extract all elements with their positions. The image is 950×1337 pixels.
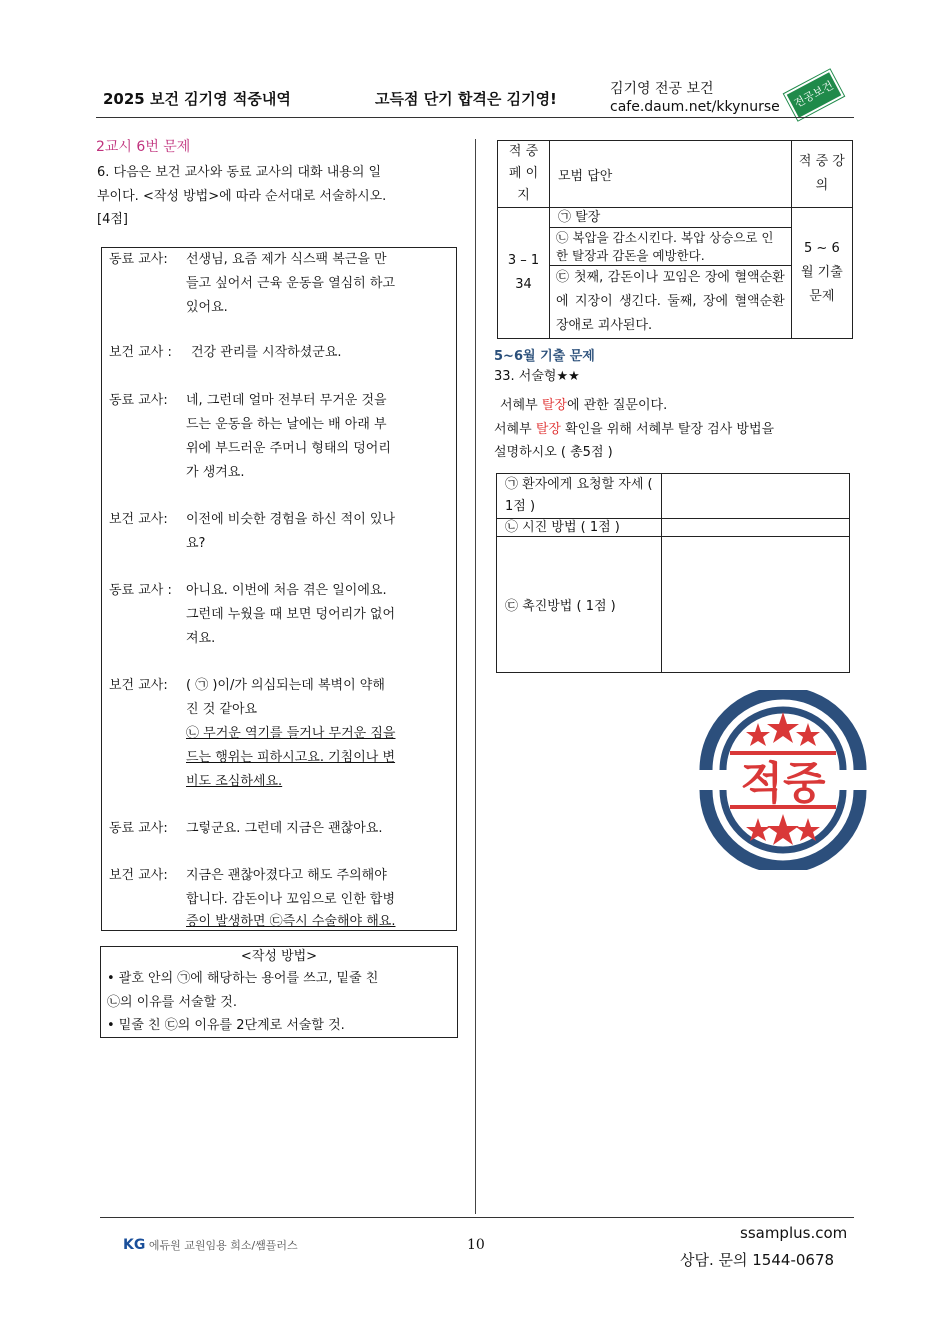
dialogue-text: 아니요. 이번에 처음 겪은 일이에요. — [186, 583, 387, 598]
method-line: ㉡의 이유를 서술할 것. — [107, 995, 237, 1010]
answer-b: ㉡ 복압을 감소시킨다. 복압 상승으로 인한 탈장과 감돈을 예방한다. — [550, 228, 792, 266]
item-b-answer — [661, 519, 849, 537]
header-slogan: 고득점 단기 합격은 김기영! — [375, 90, 557, 108]
section-title-right: 5~6월 기출 문제 — [494, 349, 595, 364]
hit-lecture-value: 5 ~ 6 월 기출 문제 — [791, 208, 852, 339]
text: 확인을 위해 서혜부 탈장 검사 방법을 — [560, 422, 775, 437]
dialogue-box — [101, 247, 457, 931]
kg-logo-mark: KG — [123, 1237, 146, 1253]
hit-page-value: 3 – 1 34 — [498, 208, 550, 339]
dialogue-text: 이전에 비슷한 경험을 하신 적이 있나 — [186, 512, 396, 527]
underlined-text-c: 증이 발생하면 ㉢즉시 수술해야 해요. — [186, 914, 396, 929]
method-line: • 괄호 안의 ㉠에 해당하는 용어를 쓰고, 밑줄 친 — [107, 971, 379, 986]
dialogue-text: 합니다. 감돈이나 꼬임으로 인한 합병 — [186, 892, 396, 907]
header-divider — [96, 117, 854, 118]
page-number: 10 — [467, 1237, 485, 1253]
dialogue-text: 네, 그런데 얼마 전부터 무거운 것을 — [186, 393, 387, 408]
dialogue-turn-4 — [109, 508, 451, 556]
section-title-left: 2교시 6번 문제 — [96, 139, 191, 155]
answer-a: ㉠ 탈장 — [550, 208, 792, 228]
footer-site-link[interactable]: ssamplus.com — [740, 1224, 848, 1242]
item-c-label: ㉢ 촉진방법 ( 1점 ) — [497, 537, 662, 673]
footer-divider — [100, 1217, 854, 1218]
speaker-label: 보건 교사 : — [109, 345, 172, 360]
question-line: 부이다. <작성 방법>에 따라 순서대로 서술하시오. — [97, 189, 387, 204]
stamp-text: 적중 — [740, 758, 826, 809]
question-line: 6. 다음은 보건 교사와 동료 교사의 대화 내용의 일 — [97, 165, 382, 180]
dialogue-text: 요? — [186, 536, 206, 551]
dialogue-text: 가 생겨요. — [186, 465, 245, 480]
dialogue-text: 드는 운동을 하는 날에는 배 아래 부 — [186, 417, 387, 432]
dialogue-text: 건강 관리를 시작하셨군요. — [191, 345, 342, 360]
dialogue-text: 그런데 누웠을 때 보면 덩어리가 없어 — [186, 607, 396, 622]
header-brand: 김기영 전공 보건 — [610, 81, 714, 97]
method-title: <작성 방법> — [240, 949, 318, 964]
item-a-answer — [661, 474, 849, 519]
footer-contact: 상담. 문의 1544-0678 — [680, 1251, 835, 1269]
dialogue-text: 있어요. — [186, 300, 228, 315]
item-b-label: ㉡ 시진 방법 ( 1점 ) — [497, 519, 662, 537]
dialogue-text: 들고 싶어서 근육 운동을 열심히 하고 — [186, 276, 396, 291]
header-cafe-link[interactable]: cafe.daum.net/kkynurse — [610, 99, 780, 115]
speaker-label: 보건 교사: — [109, 868, 168, 883]
header-hit-lecture: 적 중 강의 — [791, 141, 852, 208]
logo-text: 에듀원 교원임용 희소/쌤플러스 — [148, 1239, 298, 1252]
text: 에 관한 질문이다. — [566, 398, 668, 413]
question-33-line3: 설명하시오 ( 총5점 ) — [494, 445, 613, 460]
answer-table — [497, 140, 853, 339]
speaker-label: 보건 교사: — [109, 678, 168, 693]
dialogue-turn-5 — [109, 579, 451, 651]
dialogue-text: 진 것 같아요 — [186, 702, 258, 717]
speaker-label: 동료 교사 : — [109, 583, 172, 598]
method-line: • 밑줄 친 ㉢의 이유를 2단계로 서술할 것. — [107, 1018, 345, 1033]
text: 서혜부 — [494, 422, 536, 437]
speaker-label: 동료 교사: — [109, 252, 168, 267]
dialogue-text: 그렇군요. 그런데 지금은 괜찮아요. — [186, 821, 383, 836]
speaker-label: 동료 교사: — [109, 393, 168, 408]
highlight-term: 탈장 — [541, 398, 567, 413]
dialogue-turn-6 — [109, 674, 451, 794]
answer-c: ㉢ 첫째, 감돈이나 꼬임은 장에 혈액순환에 지장이 생긴다. 둘째, 장에 혈액순환 장애로 괴사된다. — [550, 266, 792, 339]
question-33-line2 — [494, 418, 854, 442]
writing-method-box — [100, 946, 458, 1038]
underlined-text-b: ㉡ 무거운 역기를 들거나 무거운 짐을 — [186, 726, 396, 741]
header-hit-page: 적 중 페 이 지 — [498, 141, 550, 208]
column-divider — [475, 139, 476, 1214]
brand-badge: 전공보건 — [784, 70, 844, 121]
header-model-answer: 모범 답안 — [550, 141, 792, 208]
dialogue-text: 위에 부드러운 주머니 형태의 덩어리 — [186, 441, 391, 456]
question-6 — [97, 161, 459, 231]
dialogue-turn-7 — [109, 817, 451, 841]
text: 서혜부 — [500, 398, 542, 413]
dialogue-text: 선생님, 요즘 제가 식스팩 복근을 만 — [186, 252, 387, 267]
question-line: [4점] — [97, 212, 128, 227]
highlight-term: 탈장 — [535, 422, 561, 437]
underlined-text-b: 드는 행위는 피하시고요. 기침이나 변 — [186, 750, 396, 765]
dialogue-turn-3 — [109, 389, 451, 485]
dialogue-turn-2 — [109, 341, 451, 365]
underlined-text-b: 비도 조심하세요. — [186, 774, 283, 789]
item-c-answer — [661, 537, 849, 673]
speaker-label: 동료 교사: — [109, 821, 168, 836]
footer-logo — [123, 1237, 298, 1253]
header-left-title: 2025 보건 김기영 적중내역 — [103, 90, 291, 108]
dialogue-text: 지금은 괜찮아졌다고 해도 주의해야 — [186, 868, 387, 883]
hit-stamp — [698, 690, 868, 870]
dialogue-text: ( ㉠ )이/가 의심되는데 복벽이 약해 — [186, 678, 385, 693]
item-a-label: ㉠ 환자에게 요청할 자세 ( 1점 ) — [497, 474, 662, 519]
dialogue-turn-1 — [109, 248, 451, 320]
exam-answer-table — [496, 473, 850, 673]
question-33-title: 33. 서술형★★ — [494, 369, 580, 384]
dialogue-text: 져요. — [186, 631, 216, 646]
speaker-label: 보건 교사: — [109, 512, 168, 527]
question-33-line1 — [500, 394, 667, 418]
dialogue-turn-8 — [109, 864, 451, 932]
